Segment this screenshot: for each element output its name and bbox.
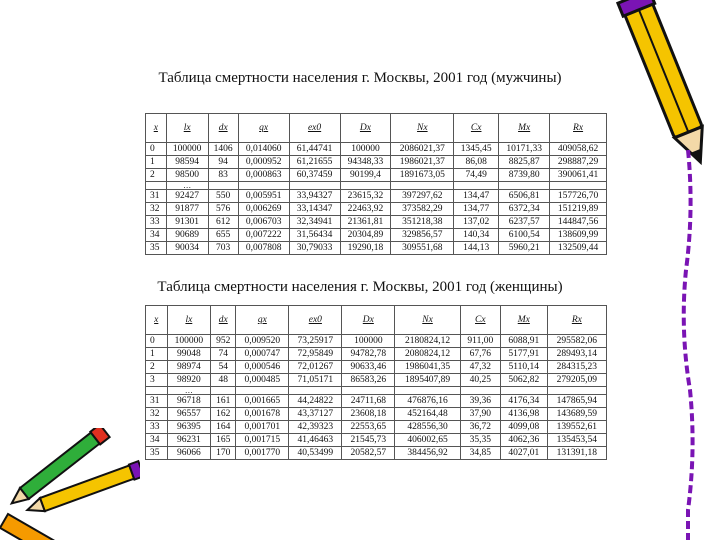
table-cell: 100000 bbox=[342, 335, 395, 348]
table-cell: 94782,78 bbox=[342, 348, 395, 361]
table-cell: 1986021,37 bbox=[391, 156, 454, 169]
table-cell: 6506,81 bbox=[499, 190, 550, 203]
table-cell: 147865,94 bbox=[547, 395, 606, 408]
table-row bbox=[146, 169, 607, 182]
table-cell: 1986041,35 bbox=[395, 361, 460, 374]
table-cell: 390061,41 bbox=[550, 169, 607, 182]
table-cell: 92427 bbox=[166, 190, 208, 203]
table-cell: 0,014060 bbox=[238, 143, 289, 156]
table-cell: 20304,89 bbox=[340, 229, 391, 242]
table-cell: 33,14347 bbox=[289, 203, 340, 216]
table-cell bbox=[289, 387, 342, 395]
table-cell: 351218,38 bbox=[391, 216, 454, 229]
table-cell: 0,005951 bbox=[238, 190, 289, 203]
table-cell: 139552,61 bbox=[547, 421, 606, 434]
table-cell: 0,009520 bbox=[236, 335, 289, 348]
table-cell: 21545,73 bbox=[342, 434, 395, 447]
column-header: x bbox=[146, 306, 168, 335]
table-cell: 98500 bbox=[166, 169, 208, 182]
table-row bbox=[146, 408, 607, 421]
table-cell: 60,37459 bbox=[289, 169, 340, 182]
table-cell: 3 bbox=[146, 374, 168, 387]
table-cell bbox=[211, 387, 236, 395]
table-cell: 96231 bbox=[167, 434, 211, 447]
table-cell: 90034 bbox=[166, 242, 208, 255]
column-header: Nx bbox=[391, 114, 454, 143]
table-cell: 33,94327 bbox=[289, 190, 340, 203]
table-cell: 100000 bbox=[340, 143, 391, 156]
table-row bbox=[146, 203, 607, 216]
table-cell: 428556,30 bbox=[395, 421, 460, 434]
table-cell: 298887,29 bbox=[550, 156, 607, 169]
table-cell: 6100,54 bbox=[499, 229, 550, 242]
table-cell: 96718 bbox=[167, 395, 211, 408]
table-cell: 157726,70 bbox=[550, 190, 607, 203]
table-cell: 162 bbox=[211, 408, 236, 421]
table-cell: 86,08 bbox=[454, 156, 499, 169]
column-header: qx bbox=[236, 306, 289, 335]
column-header: Rx bbox=[547, 306, 606, 335]
table-cell: 91877 bbox=[166, 203, 208, 216]
table-cell: 284315,23 bbox=[547, 361, 606, 374]
column-header: dx bbox=[208, 114, 238, 143]
table-cell: 35 bbox=[146, 242, 167, 255]
table-cell: 31 bbox=[146, 190, 167, 203]
table-row bbox=[146, 216, 607, 229]
table-cell: 138609,99 bbox=[550, 229, 607, 242]
table-cell: 140,34 bbox=[454, 229, 499, 242]
table-cell: 144847,56 bbox=[550, 216, 607, 229]
ellipsis-row bbox=[146, 387, 607, 395]
table-header-row bbox=[146, 306, 607, 335]
table-cell: 35 bbox=[146, 447, 168, 460]
table-cell: 384456,92 bbox=[395, 447, 460, 460]
table-cell bbox=[499, 182, 550, 190]
table-row bbox=[146, 395, 607, 408]
table-cell: 279205,09 bbox=[547, 374, 606, 387]
table-cell: 24711,68 bbox=[342, 395, 395, 408]
table-cell bbox=[208, 182, 238, 190]
table-cell: 161 bbox=[211, 395, 236, 408]
dotted-border-line bbox=[676, 150, 706, 540]
table-cell: 20582,57 bbox=[342, 447, 395, 460]
table-cell: 32,34941 bbox=[289, 216, 340, 229]
table-cell: 0,000863 bbox=[238, 169, 289, 182]
table-cell: 96395 bbox=[167, 421, 211, 434]
table-row bbox=[146, 374, 607, 387]
table-cell: 612 bbox=[208, 216, 238, 229]
table-cell: 0,001678 bbox=[236, 408, 289, 421]
table-row bbox=[146, 229, 607, 242]
table-cell: 0 bbox=[146, 143, 167, 156]
table-cell: 2080824,12 bbox=[395, 348, 460, 361]
table-cell: 32 bbox=[146, 203, 167, 216]
table-cell: 47,32 bbox=[460, 361, 500, 374]
table-cell: 165 bbox=[211, 434, 236, 447]
table-cell: 151219,89 bbox=[550, 203, 607, 216]
table-cell: 36,72 bbox=[460, 421, 500, 434]
table-cell: 33 bbox=[146, 421, 168, 434]
table-cell: 952 bbox=[211, 335, 236, 348]
table-cell: 72,01267 bbox=[289, 361, 342, 374]
column-header: Nx bbox=[395, 306, 460, 335]
table-cell bbox=[500, 387, 547, 395]
table-cell: 34 bbox=[146, 229, 167, 242]
table-cell: 4027,01 bbox=[500, 447, 547, 460]
table-cell: 132509,44 bbox=[550, 242, 607, 255]
column-header: dx bbox=[211, 306, 236, 335]
table-body bbox=[146, 335, 607, 460]
table-cell: 5062,82 bbox=[500, 374, 547, 387]
table-cell: 94 bbox=[208, 156, 238, 169]
table-cell: 6372,34 bbox=[499, 203, 550, 216]
table-cell bbox=[146, 182, 167, 190]
table-cell: 1406 bbox=[208, 143, 238, 156]
table-row bbox=[146, 361, 607, 374]
table-cell: 4099,08 bbox=[500, 421, 547, 434]
table-cell: 0,006703 bbox=[238, 216, 289, 229]
table-cell: 90689 bbox=[166, 229, 208, 242]
table-cell: 21361,81 bbox=[340, 216, 391, 229]
table-cell: 61,21655 bbox=[289, 156, 340, 169]
table-cell: … bbox=[167, 387, 211, 395]
column-header: qx bbox=[238, 114, 289, 143]
table-cell: 143689,59 bbox=[547, 408, 606, 421]
column-header: x bbox=[146, 114, 167, 143]
table-cell: 0,001701 bbox=[236, 421, 289, 434]
table-cell: 10171,33 bbox=[499, 143, 550, 156]
table-cell: 550 bbox=[208, 190, 238, 203]
table-cell: 39,36 bbox=[460, 395, 500, 408]
table-cell: 131391,18 bbox=[547, 447, 606, 460]
table-cell: 67,76 bbox=[460, 348, 500, 361]
table-cell: 703 bbox=[208, 242, 238, 255]
table-row bbox=[146, 421, 607, 434]
table-cell: 19290,18 bbox=[340, 242, 391, 255]
table-cell: 0,006269 bbox=[238, 203, 289, 216]
table-cell: 90633,46 bbox=[342, 361, 395, 374]
mortality-table-women bbox=[145, 305, 607, 460]
column-header: lx bbox=[167, 306, 211, 335]
table-cell: 0,000952 bbox=[238, 156, 289, 169]
table-cell: 452164,48 bbox=[395, 408, 460, 421]
table-cell: 22463,92 bbox=[340, 203, 391, 216]
table-cell: 0,001665 bbox=[236, 395, 289, 408]
table-row bbox=[146, 447, 607, 460]
table-cell: 71,05171 bbox=[289, 374, 342, 387]
table-cell: 86583,26 bbox=[342, 374, 395, 387]
table-cell bbox=[391, 182, 454, 190]
table-cell: 0,001715 bbox=[236, 434, 289, 447]
table-cell: 0,000747 bbox=[236, 348, 289, 361]
table-cell: 74,49 bbox=[454, 169, 499, 182]
table-cell bbox=[550, 182, 607, 190]
table-cell: 100000 bbox=[167, 335, 211, 348]
table-cell: 72,95849 bbox=[289, 348, 342, 361]
pencils-icon bbox=[0, 428, 140, 540]
table-row bbox=[146, 335, 607, 348]
table-row bbox=[146, 242, 607, 255]
table-cell: 73,25917 bbox=[289, 335, 342, 348]
table-cell bbox=[146, 387, 168, 395]
table-cell: 34,85 bbox=[460, 447, 500, 460]
table-cell: 0,001770 bbox=[236, 447, 289, 460]
table-cell: 5177,91 bbox=[500, 348, 547, 361]
mortality-table-men bbox=[145, 113, 607, 255]
table-cell: 1895407,89 bbox=[395, 374, 460, 387]
table-cell: 35,35 bbox=[460, 434, 500, 447]
table-cell: 1891673,05 bbox=[391, 169, 454, 182]
table-row bbox=[146, 156, 607, 169]
table-cell: 34 bbox=[146, 434, 168, 447]
table-cell: 33 bbox=[146, 216, 167, 229]
table-cell: 96066 bbox=[167, 447, 211, 460]
column-header: Cx bbox=[454, 114, 499, 143]
table-body bbox=[146, 143, 607, 255]
table-cell bbox=[238, 182, 289, 190]
table-cell: 98974 bbox=[167, 361, 211, 374]
table-cell bbox=[547, 387, 606, 395]
table-cell: 5960,21 bbox=[499, 242, 550, 255]
table-cell: 1 bbox=[146, 156, 167, 169]
table-cell: 397297,62 bbox=[391, 190, 454, 203]
table-cell: 32 bbox=[146, 408, 168, 421]
column-header: Mx bbox=[500, 306, 547, 335]
table-cell: 134,77 bbox=[454, 203, 499, 216]
table-cell: 31,56434 bbox=[289, 229, 340, 242]
table-cell: 41,46463 bbox=[289, 434, 342, 447]
table-cell: 37,90 bbox=[460, 408, 500, 421]
ellipsis-row bbox=[146, 182, 607, 190]
table-cell: 164 bbox=[211, 421, 236, 434]
table-cell: 22553,65 bbox=[342, 421, 395, 434]
table-row bbox=[146, 348, 607, 361]
table-cell: 406002,65 bbox=[395, 434, 460, 447]
table-cell: 98594 bbox=[166, 156, 208, 169]
table-cell: … bbox=[166, 182, 208, 190]
table-cell: 2086021,37 bbox=[391, 143, 454, 156]
table-row bbox=[146, 190, 607, 203]
table-cell bbox=[454, 182, 499, 190]
table-cell bbox=[289, 182, 340, 190]
table-header-row bbox=[146, 114, 607, 143]
column-header: ex0 bbox=[289, 114, 340, 143]
table-cell: 99048 bbox=[167, 348, 211, 361]
table-cell: 0,000485 bbox=[236, 374, 289, 387]
table-cell: 5110,14 bbox=[500, 361, 547, 374]
table-cell: 96557 bbox=[167, 408, 211, 421]
table-cell: 476876,16 bbox=[395, 395, 460, 408]
table-cell bbox=[342, 387, 395, 395]
table-cell: 91301 bbox=[166, 216, 208, 229]
table-cell: 2 bbox=[146, 169, 167, 182]
table-cell: 94348,33 bbox=[340, 156, 391, 169]
table-cell: 44,24822 bbox=[289, 395, 342, 408]
table-cell: 655 bbox=[208, 229, 238, 242]
table-cell: 170 bbox=[211, 447, 236, 460]
table-cell bbox=[395, 387, 460, 395]
column-header: Mx bbox=[499, 114, 550, 143]
table-cell: 48 bbox=[211, 374, 236, 387]
table-cell: 144,13 bbox=[454, 242, 499, 255]
table-cell: 309551,68 bbox=[391, 242, 454, 255]
table-cell: 54 bbox=[211, 361, 236, 374]
table-cell: 4062,36 bbox=[500, 434, 547, 447]
table-cell: 8739,80 bbox=[499, 169, 550, 182]
table-cell: 23615,32 bbox=[340, 190, 391, 203]
table-cell: 61,44741 bbox=[289, 143, 340, 156]
table-cell: 83 bbox=[208, 169, 238, 182]
table-cell: 31 bbox=[146, 395, 168, 408]
table-cell: 289493,14 bbox=[547, 348, 606, 361]
table-cell: 0 bbox=[146, 335, 168, 348]
table-cell bbox=[460, 387, 500, 395]
column-header: Rx bbox=[550, 114, 607, 143]
column-header: Dx bbox=[342, 306, 395, 335]
table-cell bbox=[236, 387, 289, 395]
table-cell: 8825,87 bbox=[499, 156, 550, 169]
table-cell: 0,007808 bbox=[238, 242, 289, 255]
table-cell: 295582,06 bbox=[547, 335, 606, 348]
table-cell: 137,02 bbox=[454, 216, 499, 229]
table-cell: 409058,62 bbox=[550, 143, 607, 156]
table1-title: Таблица смертности населения г. Москвы, 2001 год (мужчины) bbox=[158, 70, 562, 86]
table-cell: 43,37127 bbox=[289, 408, 342, 421]
table-cell: 98920 bbox=[167, 374, 211, 387]
table-cell: 1 bbox=[146, 348, 168, 361]
table-cell: 23608,18 bbox=[342, 408, 395, 421]
table-row bbox=[146, 434, 607, 447]
table-cell: 373582,29 bbox=[391, 203, 454, 216]
table-cell: 2180824,12 bbox=[395, 335, 460, 348]
table-cell bbox=[340, 182, 391, 190]
table-cell: 42,39323 bbox=[289, 421, 342, 434]
table-cell: 40,53499 bbox=[289, 447, 342, 460]
table-cell: 329856,57 bbox=[391, 229, 454, 242]
table-cell: 90199,4 bbox=[340, 169, 391, 182]
table-cell: 135453,54 bbox=[547, 434, 606, 447]
column-header: Cx bbox=[460, 306, 500, 335]
table2-title: Таблица смертности населения г. Москвы, 2001 год (женщины) bbox=[157, 279, 563, 295]
table-cell: 74 bbox=[211, 348, 236, 361]
table-cell: 576 bbox=[208, 203, 238, 216]
table-cell: 2 bbox=[146, 361, 168, 374]
table-cell: 100000 bbox=[166, 143, 208, 156]
table-cell: 0,000546 bbox=[236, 361, 289, 374]
table-cell: 6237,57 bbox=[499, 216, 550, 229]
table-cell: 0,007222 bbox=[238, 229, 289, 242]
column-header: ex0 bbox=[289, 306, 342, 335]
table-cell: 4136,98 bbox=[500, 408, 547, 421]
column-header: Dx bbox=[340, 114, 391, 143]
table-cell: 4176,34 bbox=[500, 395, 547, 408]
table-cell: 6088,91 bbox=[500, 335, 547, 348]
table-row bbox=[146, 143, 607, 156]
table-cell: 911,00 bbox=[460, 335, 500, 348]
table-cell: 30,79033 bbox=[289, 242, 340, 255]
table-cell: 1345,45 bbox=[454, 143, 499, 156]
table-cell: 40,25 bbox=[460, 374, 500, 387]
column-header: lx bbox=[166, 114, 208, 143]
table-cell: 134,47 bbox=[454, 190, 499, 203]
